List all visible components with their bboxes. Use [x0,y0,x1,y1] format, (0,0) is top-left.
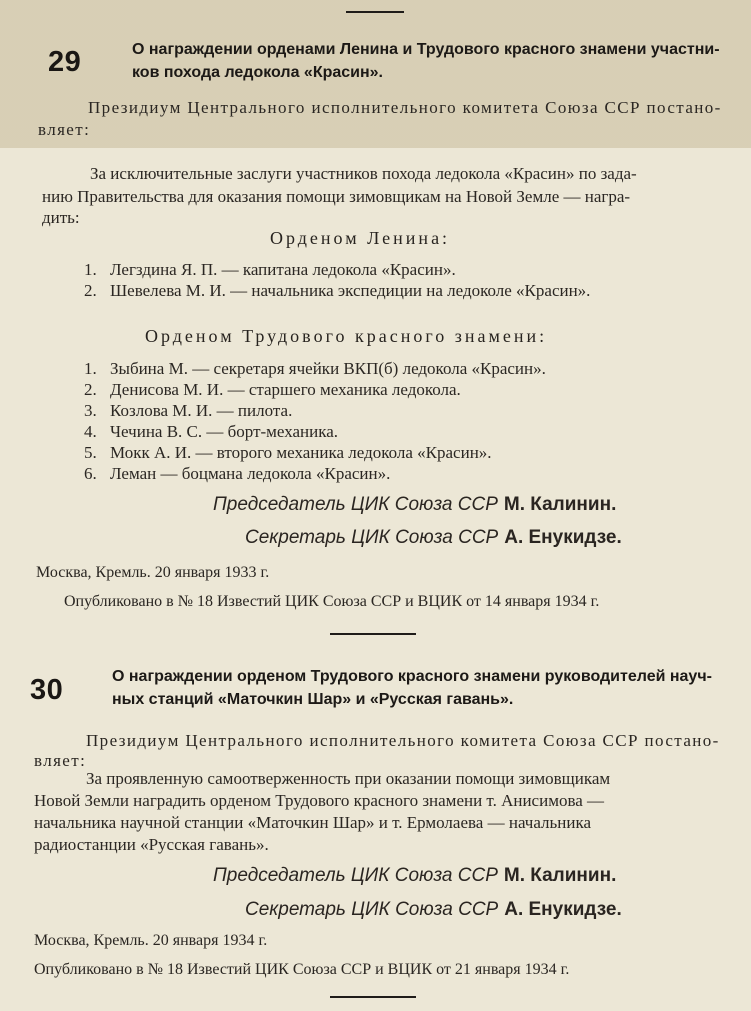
list-item-text: Шевелева М. И. — начальника экспедиции на ледоколе «Красин». [110,281,591,300]
section-title-30 [112,665,720,711]
list-item [84,442,546,463]
section-divider [330,633,416,635]
list-item [84,358,546,379]
section-number-29: 29 [48,46,82,78]
list-item-index: 1. [84,260,97,279]
list-item [84,400,546,421]
list-item-index: 5. [84,443,97,462]
list-item-index: 1. [84,359,97,378]
place-date-30: Москва, Кремль. 20 января 1934 г. [34,932,268,949]
list-item-index: 2. [84,380,97,399]
secretary-signature-30 [245,899,622,921]
body-29-line-3: дить: [42,208,80,227]
section-title-29-line-2: ков похода ледокола «Красин». [132,64,383,81]
secretary-name: А. Енукидзе. [504,899,622,920]
publication-note-29: Опубликовано в № 18 Известий ЦИК Союза ССР и ВЦИК от 14 января 1934 г. [64,593,600,610]
chairman-name: М. Калинин. [503,494,617,515]
body-30-line-4: радиостанции «Русская гавань». [34,835,269,854]
section-number-30: 30 [30,674,64,706]
preamble-29-line-1: Президиум Центрального исполнительного комитета Союза ССР постано- [88,98,722,117]
list-item [84,379,546,400]
secretary-title: Секретарь ЦИК Союза ССР [245,899,499,920]
section-title-30-line-2: ных станций «Маточкин Шар» и «Русская гавань». [112,691,514,708]
chairman-signature-30 [213,865,616,887]
body-30-line-3: начальника научной станции «Маточкин Шар» и т. Ермолаева — начальника [34,813,592,832]
list-item-text: Чечина В. С. — борт-механика. [110,422,339,441]
secretary-name: А. Енукидзе. [504,527,622,548]
preamble-30-line-2: вляет: [34,751,87,770]
list-item-index: 4. [84,422,97,441]
list-item-text: Леман — боцмана ледокола «Красин». [110,464,391,483]
list-item-text: Зыбина М. — секретаря ячейки ВКП(б) ледокола «Красин». [110,359,546,378]
secretary-title: Секретарь ЦИК Союза ССР [245,527,499,548]
order-banner-heading: Орденом Трудового красного знамени: [145,326,548,346]
list-item-index: 2. [84,281,97,300]
section-title-30-line-1: О награждении орденом Трудового красного знамени руководителей науч- [112,668,712,685]
order-lenin-list [84,259,590,301]
chairman-title: Председатель ЦИК Союза ССР [213,494,498,515]
body-30-line-2: Новой Земли наградить орденом Трудового красного знамени т. Анисимова — [34,791,605,810]
body-29-line-2: нию Правительства для оказания помощи зимовщикам на Новой Земле — награ- [42,187,631,206]
list-item [84,463,546,484]
chairman-title: Председатель ЦИК Союза ССР [213,865,498,886]
chairman-signature-29 [213,494,616,516]
body-30-line-1: За проявленную самоотверженность при оказании помощи зимовщикам [86,769,611,788]
publication-note-30: Опубликовано в № 18 Известий ЦИК Союза ССР и ВЦИК от 21 января 1934 г. [34,961,570,978]
list-item [84,259,590,280]
body-29-line-1: За исключительные заслуги участников похода ледокола «Красин» по зада- [90,164,637,183]
list-item-text: Легздина Я. П. — капитана ледокола «Красин». [110,260,456,279]
chairman-name: М. Калинин. [503,865,617,886]
list-item [84,421,546,442]
section-title-29-line-1: О награждении орденами Ленина и Трудового красного знамени участни- [132,41,720,58]
place-date-29: Москва, Кремль. 20 января 1933 г. [36,564,270,581]
preamble-29-line-2: вляет: [38,120,91,139]
list-item-text: Козлова М. И. — пилота. [110,401,293,420]
list-item-text: Денисова М. И. — старшего механика ледокола. [110,380,461,399]
bottom-divider [330,996,416,998]
order-lenin-heading: Орденом Ленина: [270,228,451,248]
top-divider [346,11,404,13]
list-item-index: 6. [84,464,97,483]
section-title-29 [132,38,740,84]
secretary-signature-29 [245,527,622,549]
preamble-30-line-1: Президиум Центрального исполнительного комитета Союза ССР постано- [86,731,720,750]
order-banner-list [84,358,546,484]
list-item [84,280,590,301]
list-item-text: Мокк А. И. — второго механика ледокола «Красин». [110,443,492,462]
list-item-index: 3. [84,401,97,420]
